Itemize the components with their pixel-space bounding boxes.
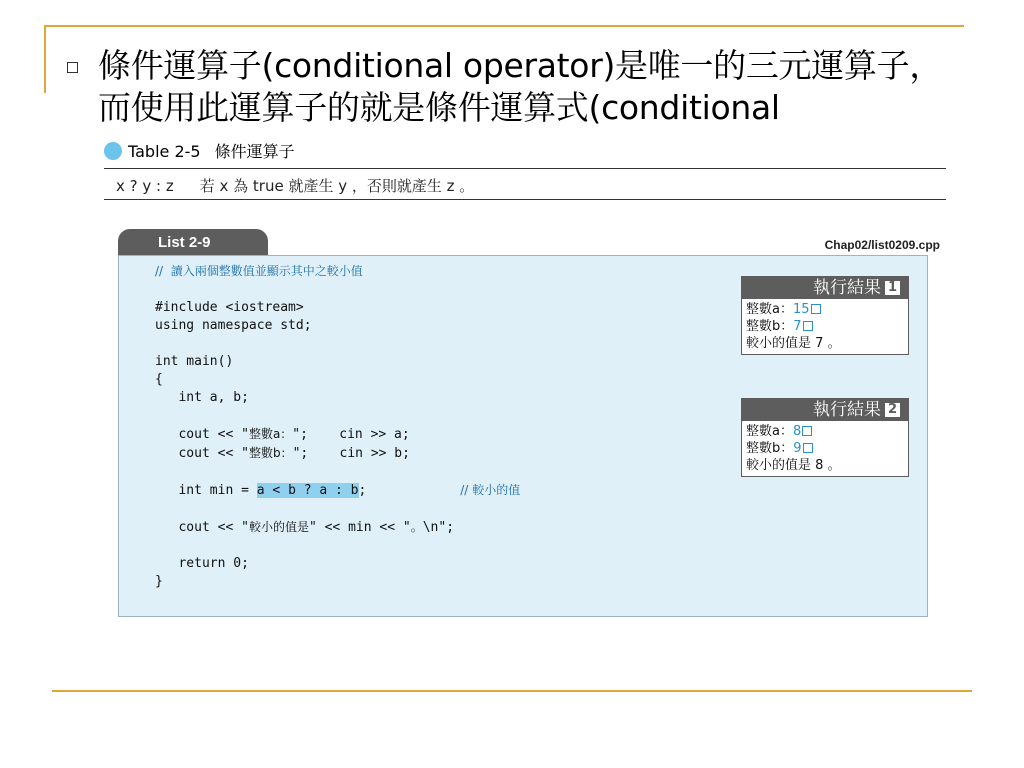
result-period: 。 (827, 458, 841, 473)
result-label: 整數a： (746, 302, 793, 317)
code-cout-a-pre: cout << " (178, 427, 249, 442)
table-caption-title: 條件運算子 (214, 142, 295, 161)
result-title-text: 執行結果 (812, 278, 881, 298)
list-tab: List 2-9 (118, 229, 268, 256)
code-line-return: return 0; (178, 556, 249, 571)
enter-key-icon (811, 304, 821, 314)
table-row-expression: x ? y : z (116, 177, 174, 195)
result-number-badge: 2 (885, 403, 900, 417)
table-caption-label: Table 2-5 (128, 142, 201, 161)
code-min-pre: int min = (178, 483, 257, 498)
left-accent-line (44, 25, 46, 93)
result-box-2 (741, 398, 909, 477)
code-line-include: #include <iostream> (155, 300, 304, 315)
code-line-cout-a (178, 427, 409, 442)
result-label: 整數b： (746, 441, 794, 456)
result-line (746, 440, 904, 457)
code-cout-a-post: "; cin >> a; (292, 427, 410, 442)
result-title-text: 執行結果 (812, 400, 881, 420)
code-cout-b-post: "; cin >> b; (292, 446, 410, 461)
code-line-using: using namespace std; (155, 318, 312, 333)
bottom-accent-line (52, 690, 972, 692)
result-line (746, 423, 904, 440)
table-caption (104, 140, 295, 164)
comment-text: 讀入兩個整數值並顯示其中之較小值 (170, 264, 363, 278)
enter-key-icon (803, 321, 813, 331)
code-out-pre: cout << " (178, 520, 249, 535)
list-file-path: Chap02/list0209.cpp (824, 238, 940, 252)
bullet-icon (67, 62, 78, 73)
result-period: 。 (827, 336, 841, 351)
code-cout-b-cjk: 整數b： (248, 446, 293, 460)
comment-slashes: // (155, 264, 164, 278)
result-input-value: 9 (793, 441, 802, 456)
code-line-cout-b (178, 446, 409, 461)
code-block (155, 262, 520, 591)
result-label: 較小的值是 (746, 458, 812, 473)
code-line-open-brace: { (155, 372, 163, 387)
code-out-post: \n"; (422, 520, 455, 535)
code-min-comment (460, 483, 520, 497)
code-cout-a-cjk: 整數a： (248, 427, 293, 441)
code-line-min (178, 483, 520, 498)
table-row (116, 174, 474, 198)
result-title (742, 399, 908, 421)
min-comment-slashes: // (460, 483, 469, 497)
result-input-value: 8 (792, 424, 802, 439)
title-line-1: 條件運算子(conditional operator)是唯一的三元運算子， (98, 46, 943, 85)
result-body (742, 421, 908, 476)
result-line (746, 335, 904, 352)
result-label: 較小的值是 (746, 336, 812, 351)
result-line (746, 457, 904, 474)
result-number-badge: 1 (885, 281, 900, 295)
table-top-rule (104, 168, 946, 169)
result-title (742, 277, 908, 299)
code-cout-b-pre: cout << " (178, 446, 249, 461)
result-box-1 (741, 276, 909, 355)
code-line-main: int main() (155, 354, 234, 369)
result-input-value: 7 (793, 319, 802, 334)
table-bottom-rule (104, 199, 946, 200)
code-line-decl: int a, b; (178, 390, 249, 405)
result-line (746, 301, 904, 318)
code-out-cjk: 較小的值是 (248, 520, 309, 534)
result-label: 整數b： (746, 319, 794, 334)
enter-key-icon (802, 426, 812, 436)
result-output-value: 7 (815, 336, 824, 351)
table-row-description: 若 x 為 true 就產生 y ，否則就產生 z 。 (199, 177, 475, 195)
code-line-output (178, 520, 454, 535)
code-min-post: ; (358, 483, 367, 498)
top-accent-line (44, 25, 964, 27)
circle-icon (104, 142, 122, 160)
code-comment (155, 264, 363, 278)
min-comment-text: 較小的值 (472, 483, 521, 497)
enter-key-icon (803, 443, 813, 453)
result-line (746, 318, 904, 335)
conditional-expression-highlight: a < b ? a : b (256, 483, 359, 498)
code-out-mid: " << min << " (308, 520, 411, 535)
result-output-value: 8 (815, 458, 824, 473)
code-out-cjk2: 。 (410, 520, 423, 534)
code-line-close-brace: } (155, 574, 163, 589)
result-body (742, 299, 908, 354)
result-input-value: 15 (792, 302, 810, 317)
title-line-2: 而使用此運算子的就是條件運算式(conditional (98, 88, 780, 127)
result-label: 整數a： (746, 424, 793, 439)
